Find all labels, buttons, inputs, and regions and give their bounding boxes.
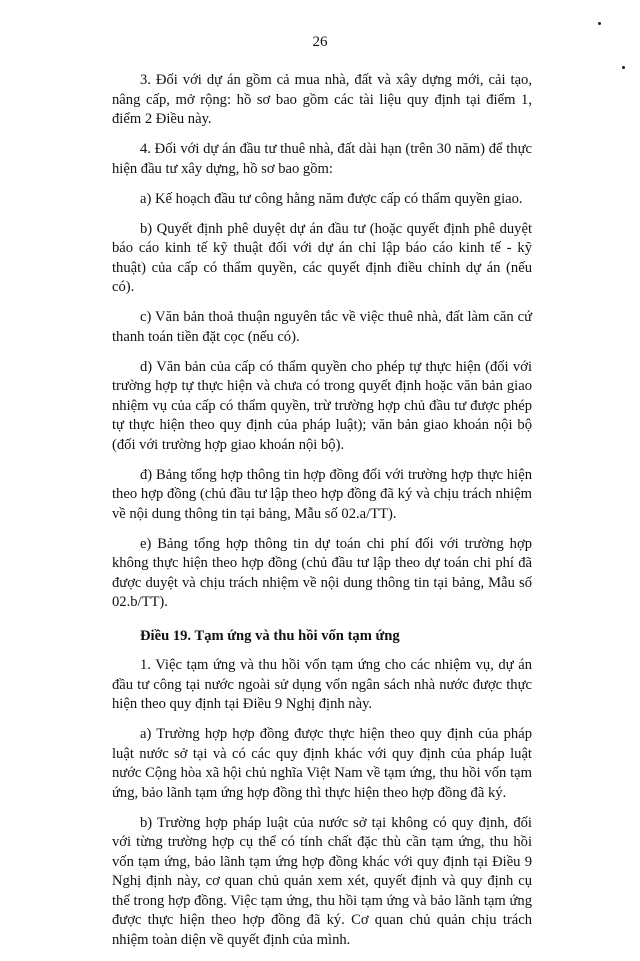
scan-speck — [622, 66, 625, 69]
paragraph-item-3: 3. Đối với dự án gồm cả mua nhà, đất và xây dựng mới, cải tạo, nâng cấp, mở rộng: hồ sơ bao gồm các tài liệu quy định tại điểm 1, điểm 2 Điều này. — [112, 72, 532, 127]
scan-speck — [598, 22, 601, 25]
paragraph-item-4e: e) Bảng tổng hợp thông tin dự toán chi phí đối với trường hợp không thực hiện theo hợp đồng (chủ đầu tư lập theo dự toán chi phí đã được duyệt và chịu trách nhiệm về nội dung thông tin tại bảng, Mẫu số 02.b/TT). — [112, 535, 532, 610]
paragraph-item-4: 4. Đối với dự án đầu tư thuê nhà, đất dài hạn (trên 30 năm) để thực hiện đầu tư xây dựng, hồ sơ bao gồm: — [112, 141, 532, 177]
paragraph-article-19-1: 1. Việc tạm ứng và thu hồi vốn tạm ứng cho các nhiệm vụ, dự án đầu tư công tại nước ngoài sử dụng vốn ngân sách nhà nước được thực hiện theo quy định tại Điều 9 Nghị định này. — [112, 657, 532, 712]
article-heading: Điều 19. Tạm ứng và thu hồi vốn tạm ứng — [140, 627, 400, 644]
paragraph-item-4d: d) Văn bản của cấp có thẩm quyền cho phép tự thực hiện (đối với trường hợp tự thực hiện và chưa có trong quyết định hoặc văn bản giao nhiệm vụ của cấp có thẩm quyền, trừ trường hợp chủ đầu tư được phép tự thực hiện theo quy định của pháp luật); văn bản giao khoán nội bộ (đối với trường hợp giao khoán nội bộ). — [112, 358, 532, 453]
paragraph-item-4a: a) Kế hoạch đầu tư công hằng năm được cấp có thẩm quyền giao. — [140, 190, 523, 207]
document-body — [112, 71, 532, 961]
paragraph-item-4b: b) Quyết định phê duyệt dự án đầu tư (hoặc quyết định phê duyệt báo cáo kinh tế kỹ thuật đối với dự án chỉ lập báo cáo kinh tế - kỹ thuật) của cấp có thẩm quyền, các quyết định điều chỉnh dự án (nếu có). — [112, 220, 532, 295]
paragraph-item-4dd: đ) Bảng tổng hợp thông tin hợp đồng đối với trường hợp thực hiện theo hợp đồng (chủ đầu tư lập theo hợp đồng đã ký và chịu trách nhiệm về nội dung thông tin tại bảng, Mẫu số 02.a/TT). — [112, 466, 532, 522]
paragraph-item-4c: c) Văn bản thoả thuận nguyên tắc về việc thuê nhà, đất làm căn cứ thanh toán tiền đặt cọc (nếu có). — [112, 309, 532, 345]
page-number: 26 — [312, 34, 328, 50]
paragraph-article-19-1a: a) Trường hợp hợp đồng được thực hiện theo quy định của pháp luật nước sở tại và có các quy định khác với quy định của pháp luật nước Cộng hòa xã hội chủ nghĩa Việt Nam về tạm ứng, thu hồi vốn tạm ứng, bảo lãnh tạm ứng hợp đồng thì thực hiện theo hợp đồng đã ký. — [112, 726, 532, 801]
paragraph-article-19-1b: b) Trường hợp pháp luật của nước sở tại không có quy định, đối với từng trường hợp cụ thể có tính chất đặc thù cần tạm ứng, thu hồi vốn tạm ứng, bảo lãnh tạm ứng hợp đồng khác với quy định tại Điều 9 Nghị định này, cơ quan chủ quản xem xét, quyết định và quy định cụ thể trong hợp đồng. Việc tạm ứng, thu hồi tạm ứng và bảo lãnh tạm ứng được thực hiện theo hợp đồng đã ký. Cơ quan chủ quản chịu trách nhiệm toàn diện về quyết định của mình. — [112, 814, 532, 948]
